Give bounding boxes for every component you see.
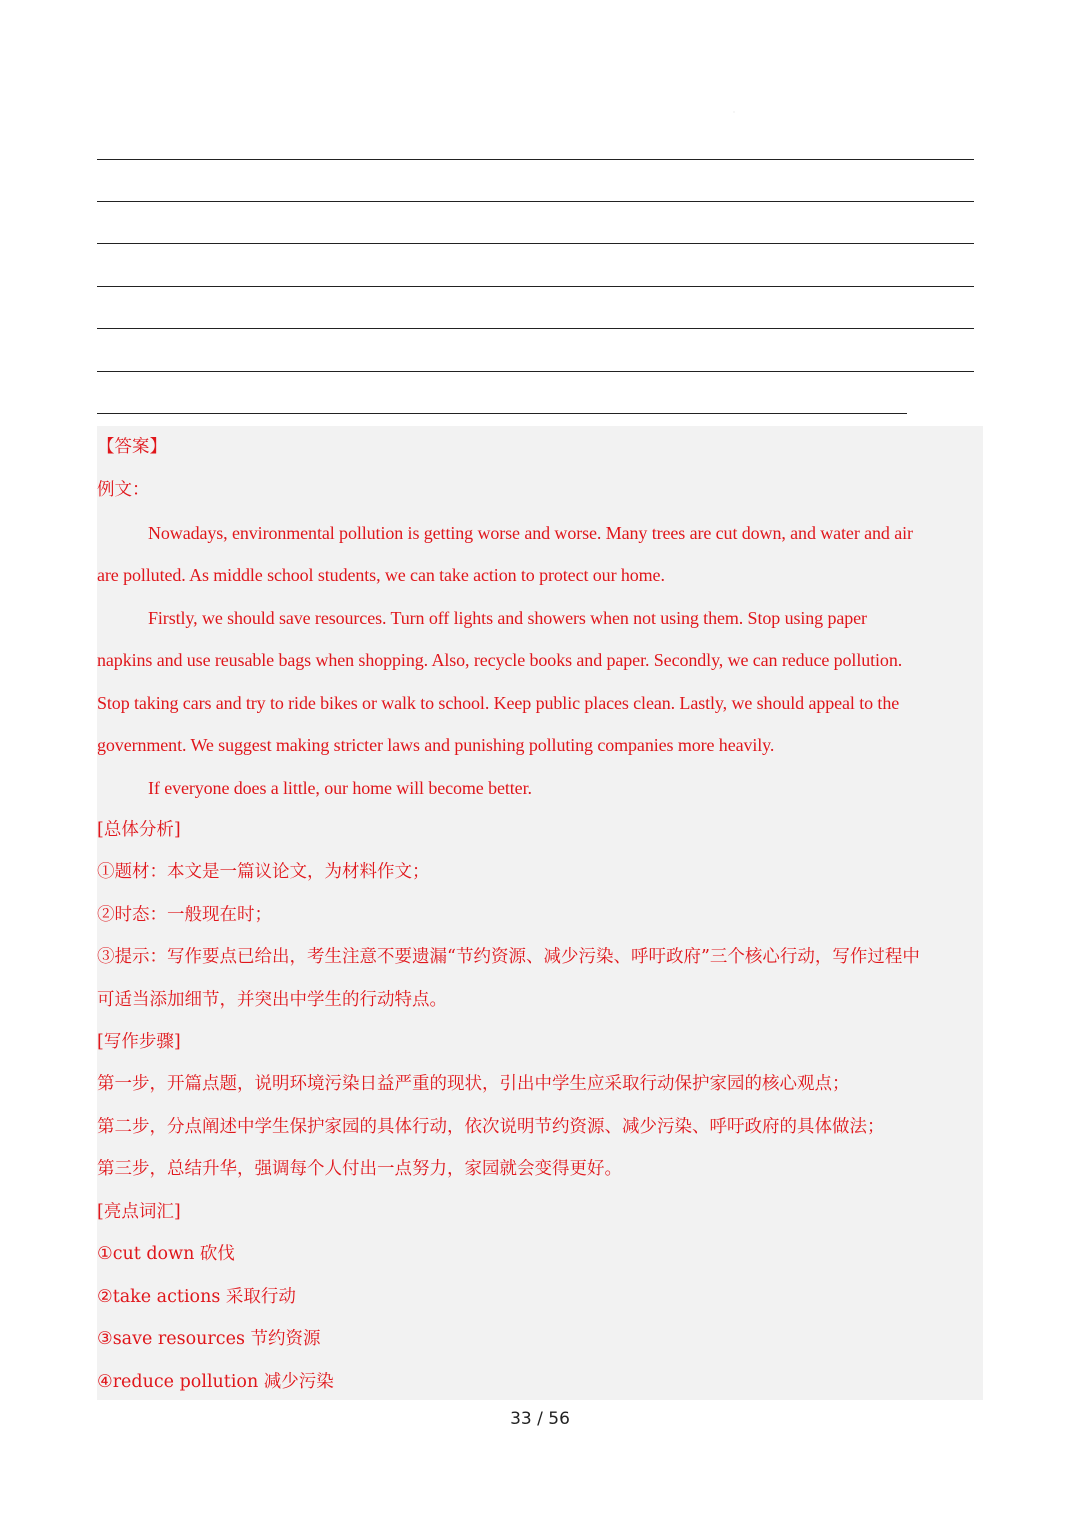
vocab-heading: [亮点词汇]: [97, 1202, 181, 1222]
step-item: 第三步，总结升华，强调每个人付出一点努力，家园就会变得更好。: [97, 1159, 622, 1179]
page-number: 33 / 56: [510, 1409, 570, 1429]
writing-line: [97, 413, 907, 414]
vocab-item: ③save resources 节约资源: [97, 1329, 321, 1349]
analysis-item: 可适当添加细节，并突出中学生的行动特点。: [97, 990, 447, 1010]
vocab-item: ④reduce pollution 减少污染: [97, 1372, 334, 1392]
answer-heading: 【答案】: [97, 437, 167, 457]
writing-line: [97, 286, 974, 287]
analysis-item: ③提示：写作要点已给出，考生注意不要遗漏“节约资源、减少污染、呼吁政府”三个核心行动，写作过程中: [97, 947, 920, 967]
step-item: 第一步，开篇点题，说明环境污染日益严重的现状，引出中学生应采取行动保护家园的核心观点；: [97, 1074, 850, 1094]
writing-line: [497, 201, 974, 202]
scan-mark: ˈ: [733, 112, 735, 118]
essay-line: Firstly, we should save resources. Turn off lights and showers when not using them. Stop using paper: [148, 608, 867, 628]
writing-line: [97, 371, 974, 372]
essay-line: napkins and use reusable bags when shopping. Also, recycle books and paper. Secondly, we can reduce pollution.: [97, 650, 903, 670]
writing-line: [97, 159, 974, 160]
writing-line: [97, 243, 974, 244]
writing-line: [97, 201, 497, 202]
essay-line: are polluted. As middle school students, we can take action to protect our home.: [97, 565, 665, 585]
analysis-item: ②时态：一般现在时；: [97, 905, 272, 925]
writing-line: [97, 328, 974, 329]
analysis-heading: [总体分析]: [97, 820, 181, 840]
essay-line: government. We suggest making stricter laws and punishing polluting companies more heavily.: [97, 735, 775, 755]
step-item: 第二步，分点阐述中学生保护家园的具体行动，依次说明节约资源、减少污染、呼吁政府的具体做法；: [97, 1117, 885, 1137]
essay-line: Nowadays, environmental pollution is getting worse and worse. Many trees are cut down, and water and air: [148, 523, 913, 543]
sample-label: 例文：: [97, 480, 150, 500]
essay-line: If everyone does a little, our home will become better.: [148, 778, 532, 798]
analysis-item: ①题材：本文是一篇议论文，为材料作文；: [97, 862, 430, 882]
steps-heading: [写作步骤]: [97, 1032, 181, 1052]
essay-line: Stop taking cars and try to ride bikes or walk to school. Keep public places clean. Lastly, we should appeal to the: [97, 693, 900, 713]
vocab-item: ①cut down 砍伐: [97, 1244, 235, 1264]
vocab-item: ②take actions 采取行动: [97, 1287, 296, 1307]
